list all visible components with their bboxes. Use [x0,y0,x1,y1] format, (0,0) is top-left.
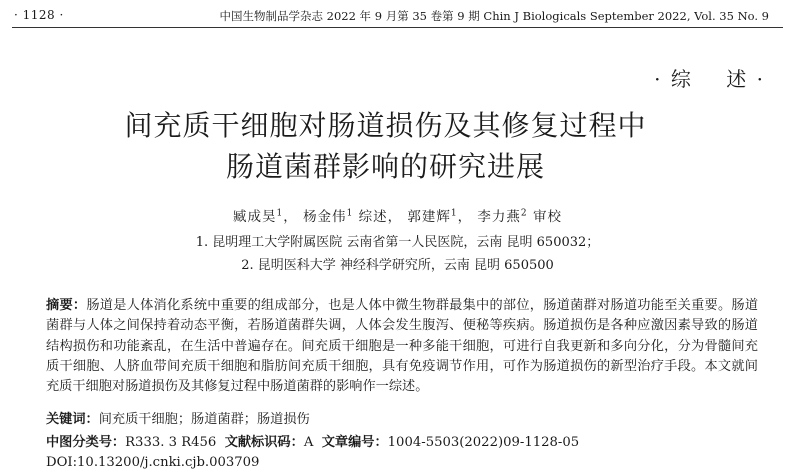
classification-line [46,431,579,450]
author-name: 杨金伟 [303,209,347,225]
journal-info: 中国生物制品学杂志 2022 年 9 月第 35 卷第 9 期 Chin J Biologicals September 2022, Vol. 35 No. 9 [219,9,769,23]
keywords [46,408,310,427]
page-header [0,8,795,24]
author-role: 综述， [353,209,403,225]
author-role: 审校 [527,209,562,225]
author-name: 郭建辉 [407,209,451,225]
abstract [46,296,758,397]
article-number-value: 1004-5503(2022)09-1128-05 [387,435,580,450]
author-affiliation-mark: 1 [450,208,458,219]
article-title-line-2: 肠道菌群影响的研究进展 [225,150,545,183]
keywords-label: 关键词： [46,412,99,427]
affiliation-1: 1. 昆明理工大学附属医院 云南省第一人民医院，云南 昆明 650032； [195,235,600,250]
author-role: ， [457,209,473,225]
clc-value: R333. 3 R456 [125,435,217,450]
author-name: 臧成昊 [233,209,277,225]
keywords-text: 间充质干细胞；肠道菌群；肠道损伤 [98,412,310,427]
clc-label: 中图分类号： [46,435,126,450]
doc-code-label: 文献标识码： [224,435,304,450]
author-affiliation-mark: 1 [276,208,284,219]
section-label: · 综 述 · [654,67,765,91]
page-number: · 1128 · [14,8,64,22]
author-role: ， [283,209,298,225]
author-affiliation-mark: 2 [520,208,528,219]
article-title-line-1: 间充质干细胞对肠道损伤及其修复过程中 [124,109,647,142]
article-number-label: 文章编号： [321,435,388,450]
author-line [0,205,795,225]
doc-code-value: A [303,435,314,450]
abstract-label: 摘要： [46,298,87,313]
header-rule [12,27,783,28]
author-name: 李力燕 [477,209,521,225]
doi[interactable]: DOI:10.13200/j.cnki.cjb.003709 [46,455,260,470]
author-affiliation-mark: 1 [346,208,354,219]
affiliation-2: 2. 昆明医科大学 神经科学研究所，云南 昆明 650500 [241,258,554,273]
abstract-text: 肠道是人体消化系统中重要的组成部分，也是人体中微生物群最集中的部位，肠道菌群对肠道功能至关重要。肠道菌群与人体之间保持着动态平衡，若肠道菌群失调，人体会发生腹泻、便秘等疾病。肠道损伤是各种应激因素导致的肠道结构损伤和功能紊乱，在生活中普遍存在。间充质干细胞是一种多能干细胞，可进行自我更新和多向分化，分为骨髓间充质干细胞、人脐血带间充质干细胞和脂肪间充质干细胞，具有免疫调节作用，可作为肠道损伤的新型治疗手段。本文就间充质干细胞对肠道损伤及其修复过程中肠道菌群的影响作一综述。 [46,298,759,395]
